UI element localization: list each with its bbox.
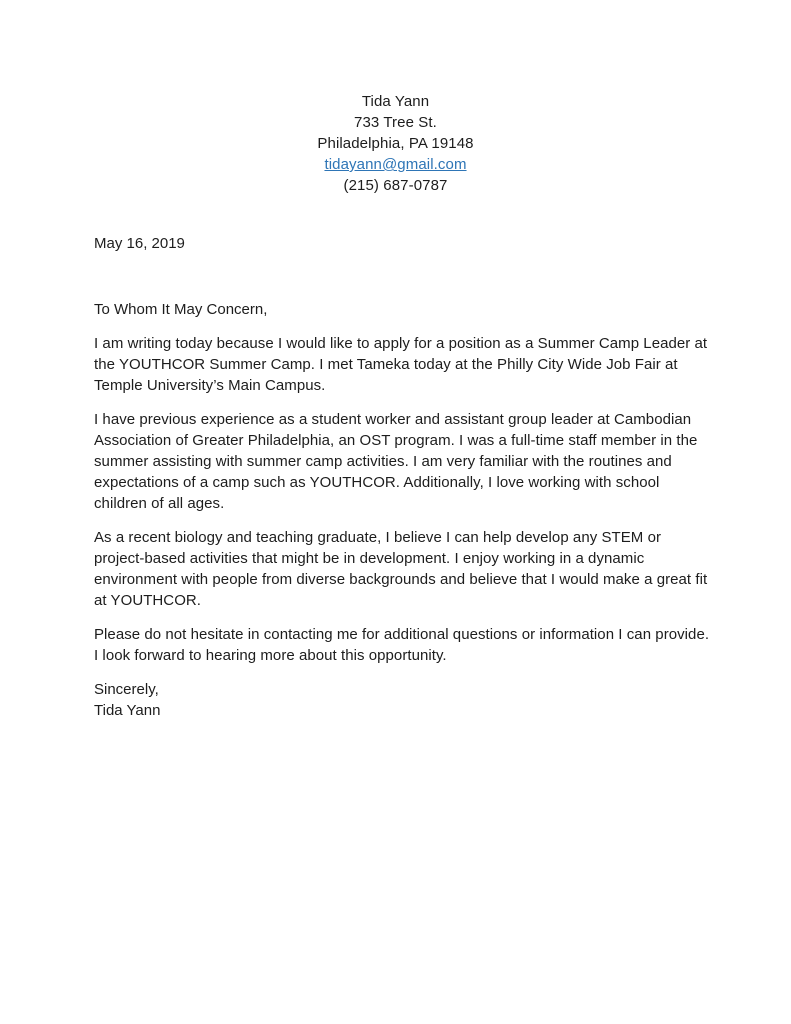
paragraph-experience: I have previous experience as a student worker and assistant group leader at Cambodian Association of Greater Philadelphia, an OST program. I was a full-time staff member in the summer assisting with summer camp activities. I am very familiar with the routines and expectations of a camp such as YOUTHCOR. Additionally, I love working with school children of all ages.	[94, 411, 698, 512]
sender-street: 733 Tree St.	[354, 114, 437, 131]
paragraph-intro: I am writing today because I would like to apply for a position as a Summer Camp Leader at the YOUTHCOR Summer Camp. I met Tameka today at the Philly City Wide Job Fair at Temple University’s Main Campus.	[94, 335, 708, 394]
sender-email-line	[0, 154, 791, 175]
signature-name: Tida Yann	[94, 702, 161, 719]
paragraph-skills: As a recent biology and teaching graduate, I believe I can help develop any STEM or project-based activities that might be in development. I enjoy working in a dynamic environment with people from diverse backgrounds and believe that I would make a great fit at YOUTHCOR.	[94, 529, 708, 609]
email-link[interactable]: tidayann@gmail.com	[324, 156, 467, 173]
sender-phone: (215) 687-0787	[343, 177, 448, 194]
letter-body	[94, 333, 710, 721]
sender-name: Tida Yann	[361, 93, 430, 110]
letter-header	[0, 0, 791, 196]
salutation: To Whom It May Concern,	[94, 301, 268, 318]
paragraph-contact: Please do not hesitate in contacting me for additional questions or information I can provide. I look forward to hearing more about this opportunity.	[94, 626, 710, 664]
letter-date: May 16, 2019	[94, 235, 185, 252]
sender-city-state-zip: Philadelphia, PA 19148	[317, 135, 474, 152]
closing: Sincerely,	[94, 681, 159, 698]
